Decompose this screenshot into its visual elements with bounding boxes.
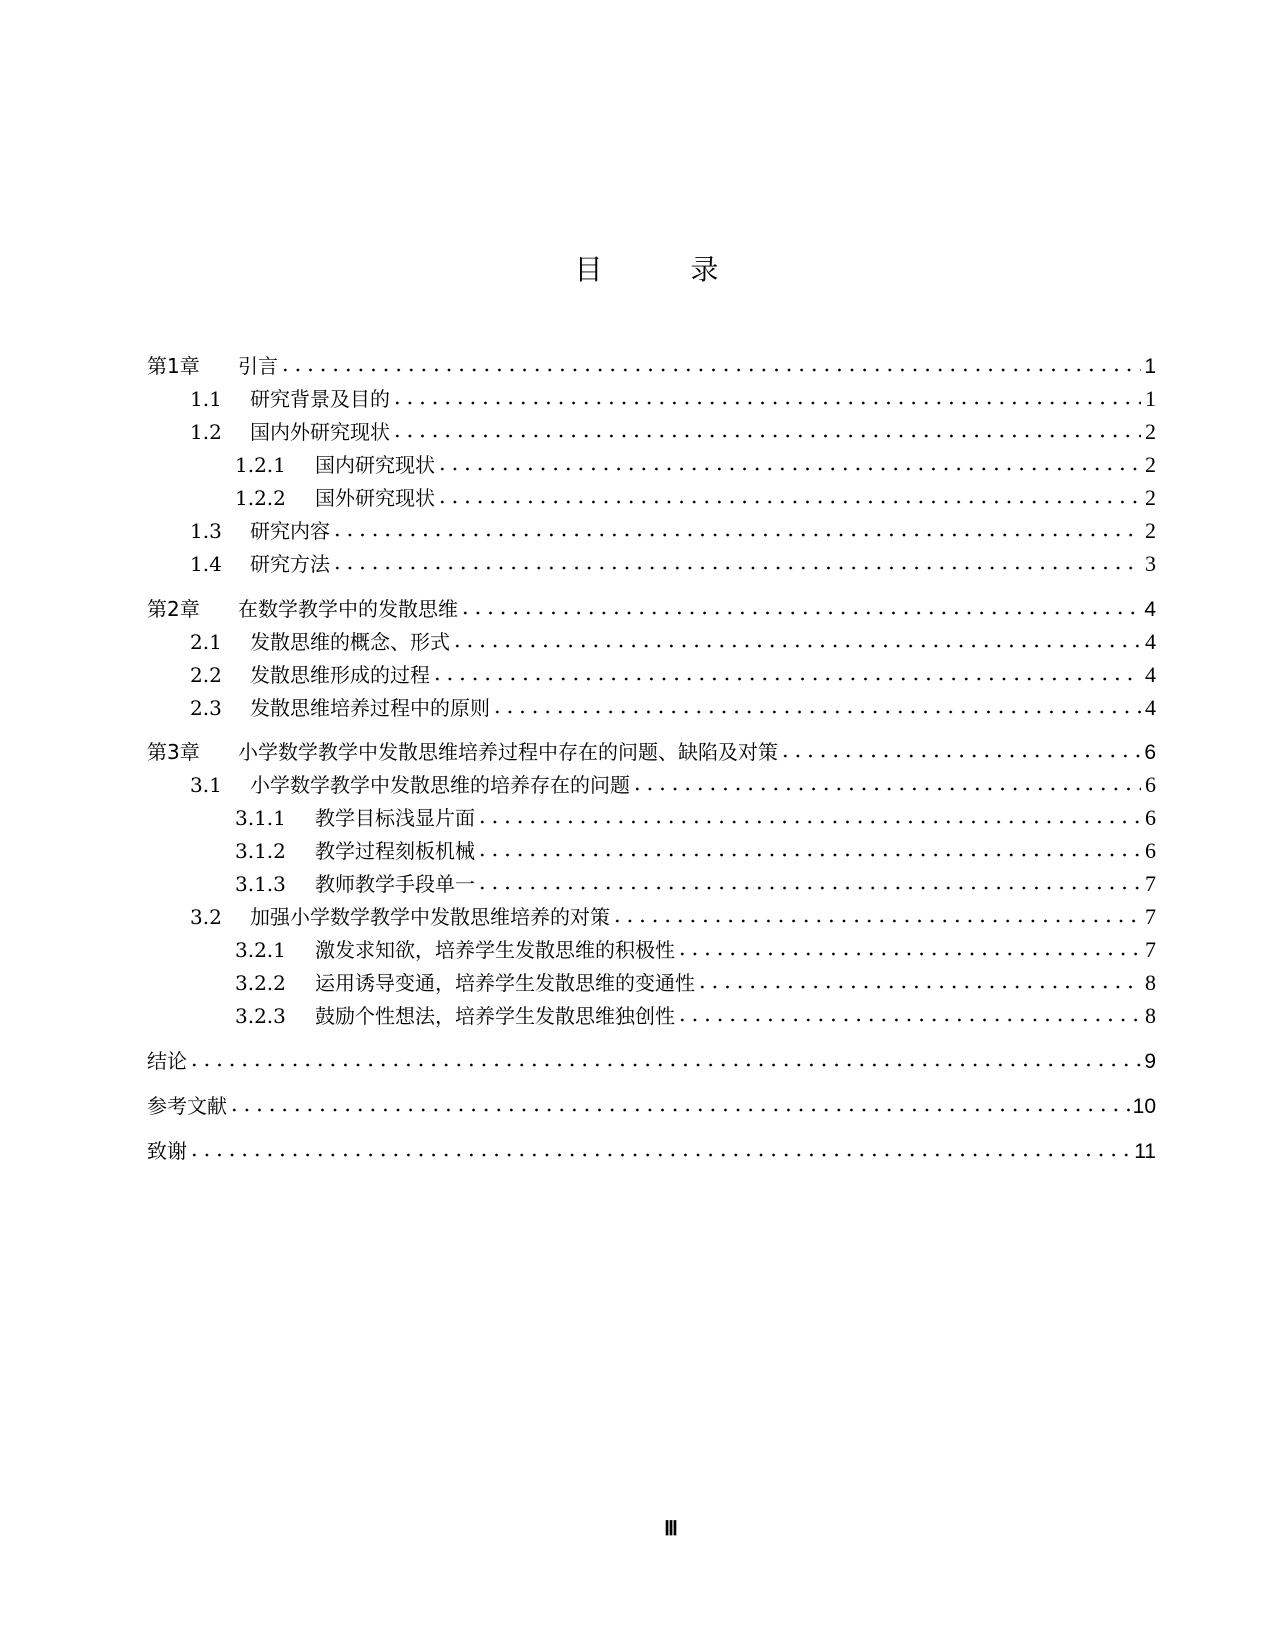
dot-leader [696,968,1141,990]
dot-leader [331,516,1141,538]
toc-entry-number: 第3章 [147,740,200,764]
toc-entry-page: 4 [1144,598,1156,621]
toc-entry[interactable] [147,350,1156,378]
toc-entry-title: 发散思维的概念、形式 [250,630,450,654]
dot-leader [279,351,1141,373]
dot-leader [331,549,1141,571]
toc-entry-title: 研究内容 [250,519,330,543]
toc-entry-page: 2 [1145,485,1156,510]
toc-entry-number: 1.2 [190,420,222,444]
toc-entry-number: 3.1.2 [235,839,286,863]
toc-entry-number: 3.1.1 [235,806,286,830]
toc-entry-number: 1.3 [190,519,222,543]
dot-leader [676,1001,1141,1023]
title-char-2: 录 [690,253,719,286]
toc-entry-title: 研究方法 [250,552,330,576]
toc-entry-title: 引言 [238,354,278,378]
toc-entry-title: 激发求知欲，培养学生发散思维的积极性 [315,938,675,962]
toc-entry-title: 鼓励个性想法，培养学生发散思维独创性 [315,1004,675,1028]
toc-entry-title: 在数学教学中的发散思维 [238,597,458,621]
toc-entry-number: 2.2 [190,663,222,687]
dot-leader [631,770,1141,792]
toc-entry-title: 发散思维形成的过程 [250,663,430,687]
page-title [0,252,1275,288]
toc-entry[interactable] [235,934,1156,962]
toc-entry-page: 6 [1144,741,1156,764]
toc-entry-number: 第2章 [147,597,200,621]
toc-entry-page: 7 [1145,904,1156,929]
dot-leader [611,902,1141,924]
toc-entry[interactable] [235,482,1156,510]
dot-leader [451,627,1141,649]
toc-entry[interactable] [147,593,1156,621]
toc-entry-number: 3.2.2 [235,971,286,995]
toc-entry-title: 教学过程刻板机械 [315,839,475,863]
dot-leader [188,1136,1131,1158]
toc-entry-page: 8 [1145,1003,1156,1028]
toc-entry[interactable] [190,515,1156,543]
toc-entry-page: 4 [1145,662,1156,687]
toc-entry-page: 2 [1145,518,1156,543]
toc-entry-number: 3.2 [190,905,222,929]
toc-entry[interactable] [235,802,1156,830]
dot-leader [476,836,1141,858]
toc-entry-number: 1.2.2 [235,486,286,510]
toc-entry[interactable] [147,1045,1156,1073]
toc-entry[interactable] [190,383,1156,411]
toc-entry-title: 小学数学教学中发散思维的培养存在的问题 [250,773,630,797]
dot-leader [476,803,1141,825]
toc-entry[interactable] [235,967,1156,995]
toc-entry-page: 6 [1145,805,1156,830]
dot-leader [476,869,1141,891]
toc-entry-title: 发散思维培养过程中的原则 [250,696,490,720]
toc-entry[interactable] [190,901,1156,929]
toc-entry-title: 国内外研究现状 [250,420,390,444]
toc-entry[interactable] [147,1090,1156,1118]
toc-entry-title: 参考文献 [147,1094,227,1118]
toc-entry-number: 2.1 [190,630,222,654]
toc-entry[interactable] [235,835,1156,863]
toc-entry[interactable] [147,1135,1156,1163]
toc-entry-title: 小学数学教学中发散思维培养过程中存在的问题、缺陷及对策 [238,740,778,764]
toc-entry[interactable] [190,416,1156,444]
toc-entry-number: 3.2.3 [235,1004,286,1028]
toc-entry-title: 研究背景及目的 [250,387,390,411]
toc-entry-page: 10 [1132,1095,1156,1118]
toc-entry[interactable] [190,692,1156,720]
dot-leader [491,693,1141,715]
toc-entry[interactable] [190,626,1156,654]
toc-entry-number: 2.3 [190,696,222,720]
dot-leader [391,417,1141,439]
toc-entry-page: 6 [1145,838,1156,863]
toc-entry-page: 9 [1144,1050,1156,1073]
toc-entry-page: 2 [1145,419,1156,444]
toc-entry-page: 1 [1145,386,1156,411]
dot-leader [391,384,1141,406]
toc-entry-title: 教学目标浅显片面 [315,806,475,830]
toc-entry-number: 1.1 [190,387,222,411]
toc-entry-page: 2 [1145,452,1156,477]
toc-entry[interactable] [147,736,1156,764]
toc-entry-title: 致谢 [147,1139,187,1163]
toc-entry[interactable] [190,659,1156,687]
toc-entry-number: 3.1 [190,773,222,797]
toc-entry-number: 3.1.3 [235,872,286,896]
title-char-1: 目 [574,253,603,286]
toc-entry[interactable] [190,769,1156,797]
toc-entry[interactable] [235,868,1156,896]
toc-entry-page: 4 [1145,629,1156,654]
toc-entry-title: 结论 [147,1049,187,1073]
dot-leader [459,594,1141,616]
footer-page-number: Ⅲ [664,1518,678,1540]
dot-leader [228,1091,1130,1113]
toc-entry-page: 8 [1145,970,1156,995]
toc-entry-title: 教师教学手段单一 [315,872,475,896]
dot-leader [436,450,1141,472]
dot-leader [431,660,1141,682]
toc-entry[interactable] [235,1000,1156,1028]
dot-leader [676,935,1141,957]
toc-entry-title: 运用诱导变通，培养学生发散思维的变通性 [315,971,695,995]
toc-entry-page: 11 [1134,1140,1156,1163]
dot-leader [436,483,1141,505]
dot-leader [188,1046,1141,1068]
toc-entry-page: 3 [1145,551,1156,576]
toc-entry-number: 3.2.1 [235,938,286,962]
toc-entry-number: 1.4 [190,552,222,576]
toc-entry[interactable] [235,449,1156,477]
toc-entry[interactable] [190,548,1156,576]
toc-entry-title: 加强小学数学教学中发散思维培养的对策 [250,905,610,929]
toc-entry-page: 4 [1145,695,1156,720]
toc-entry-page: 7 [1145,937,1156,962]
toc-entry-number: 1.2.1 [235,453,286,477]
dot-leader [779,737,1141,759]
toc-entry-page: 1 [1144,355,1156,378]
toc-entry-title: 国内研究现状 [315,453,435,477]
toc-entry-number: 第1章 [147,354,200,378]
toc-entry-page: 7 [1145,871,1156,896]
toc-entry-page: 6 [1145,772,1156,797]
toc-entry-title: 国外研究现状 [315,486,435,510]
